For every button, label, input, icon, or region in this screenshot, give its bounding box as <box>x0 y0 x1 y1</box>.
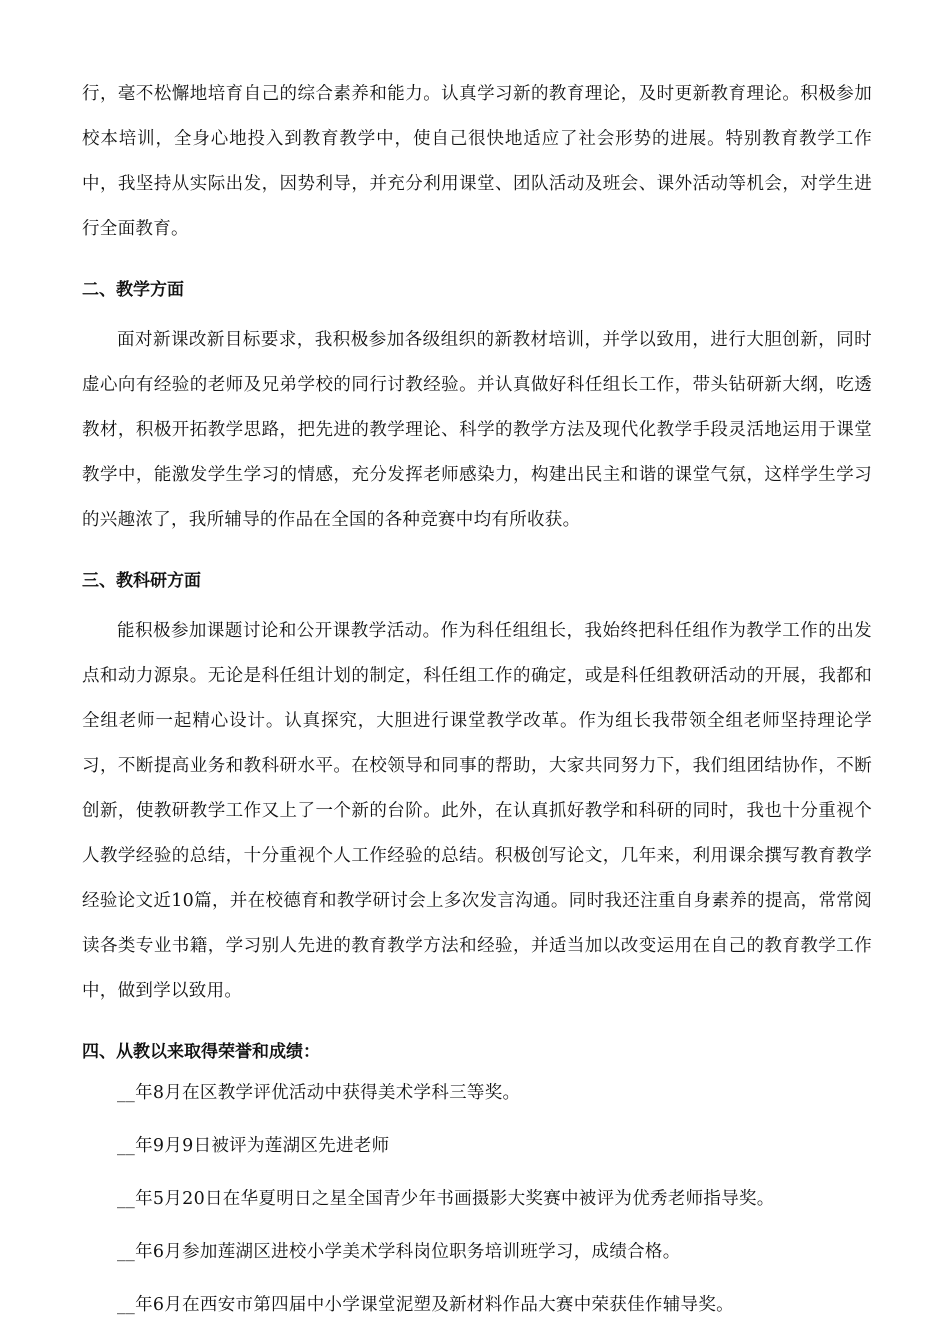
intro-paragraph: 行，毫不松懈地培育自己的综合素养和能力。认真学习新的教育理论，及时更新教育理论。积极参加校本培训，全身心地投入到教育教学中，使自己很快地适应了社会形势的进展。特别教育教学工作中，我坚持从实际出发，因势利导，并充分利用课堂、团队活动及班会、课外活动等机会，对学生进行全面教育。 <box>82 84 872 239</box>
honor-item: __年5月20日在华夏明日之星全国青少年书画摄影大奖赛中被评为优秀老师指导奖。 <box>117 1189 775 1209</box>
honor-item: __年9月9日被评为莲湖区先进老师 <box>117 1136 390 1156</box>
document-page <box>82 72 872 1328</box>
research-paragraph: 能积极参加课题讨论和公开课教学活动。作为科任组组长，我始终把科任组作为教学工作的出发点和动力源泉。无论是科任组计划的制定，科任组工作的确定，或是科任组教研活动的开展，我都和全组老师一起精心设计。认真探究，大胆进行课堂教学改革。作为组长我带领全组老师坚持理论学习，不断提高业务和教科研水平。在校领导和同事的帮助，大家共同努力下，我们组团结协作，不断创新，使教研教学工作又上了一个新的台阶。此外，在认真抓好教学和科研的同时，我也十分重视个人教学经验的总结，十分重视个人工作经验的总结。积极创写论文，几年来，利用课余撰写教育教学经验论文近10篇，并在校德育和教学研讨会上多次发言沟通。同时我还注重自身素养的提高，常常阅读各类专业书籍，学习别人先进的教育教学方法和经验，并适当加以改变运用在自己的教育教学工作中，做到学以致用。 <box>82 621 872 1001</box>
honor-item: __年6月参加莲湖区进校小学美术学科岗位职务培训班学习，成绩合格。 <box>117 1242 681 1262</box>
section-heading-honors: 四、从教以来取得荣誉和成绩： <box>82 1042 320 1062</box>
honors-list <box>82 1071 872 1328</box>
section-heading-research: 三、教科研方面 <box>82 571 201 591</box>
section-heading-teaching: 二、教学方面 <box>82 280 184 300</box>
honor-item: __年8月在区教学评优活动中获得美术学科三等奖。 <box>117 1083 521 1103</box>
teaching-paragraph: 面对新课改新目标要求，我积极参加各级组织的新教材培训，并学以致用，进行大胆创新，同时虚心向有经验的老师及兄弟学校的同行讨教经验。并认真做好科任组长工作，带头钻研新大纲，吃透教材，积极开拓教学思路，把先进的教学理论、科学的教学方法及现代化教学手段灵活地运用于课堂教学中，能激发学生学习的情感，充分发挥老师感染力，构建出民主和谐的课堂气氛，这样学生学习的兴趣浓了，我所辅导的作品在全国的各种竞赛中均有所收获。 <box>82 330 872 530</box>
honor-item: __年6月在西安市第四届中小学课堂泥塑及新材料作品大赛中荣获佳作辅导奖。 <box>117 1295 734 1315</box>
